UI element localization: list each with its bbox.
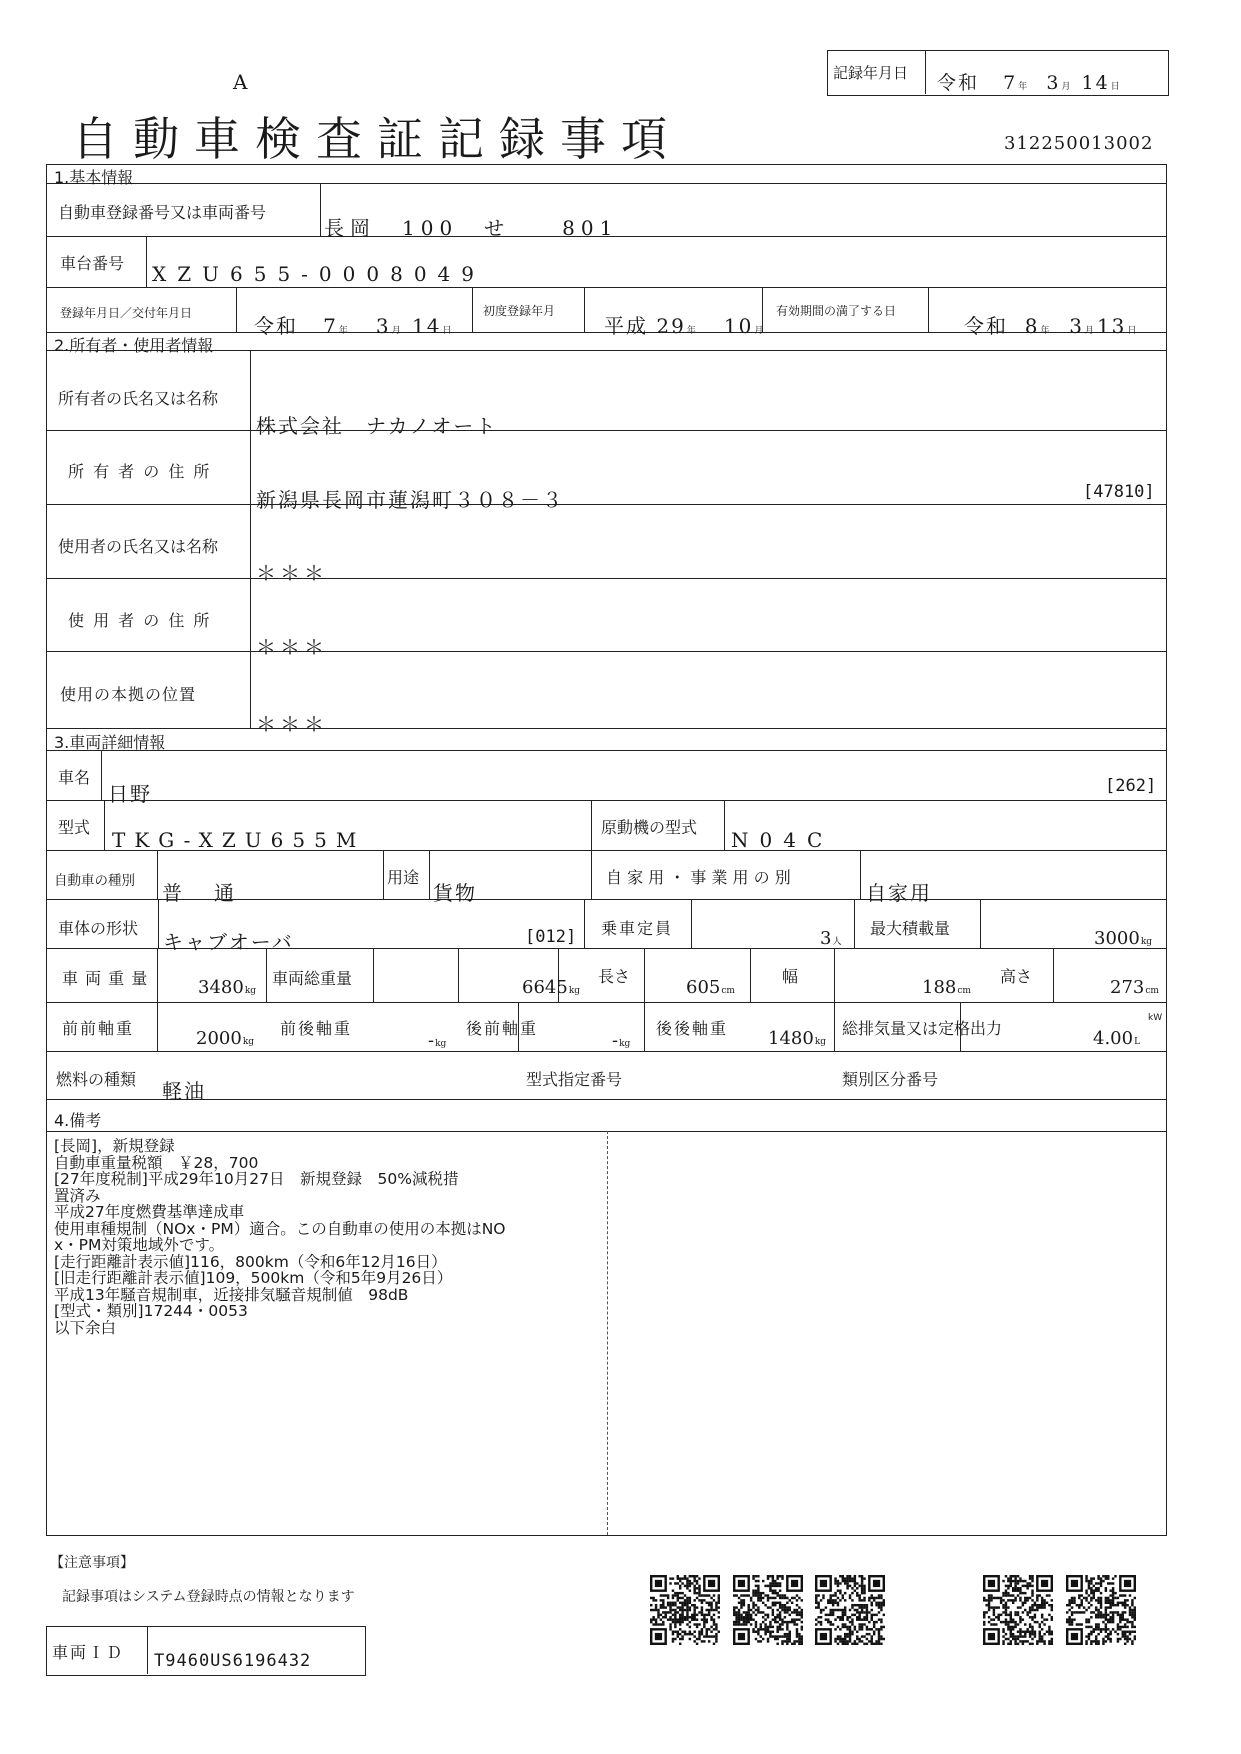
gross-weight-label: 車両総重量 [272,969,353,988]
first-reg-label: 初度登録年月 [483,304,556,318]
usage-label: 用途 [387,868,420,887]
remarks-line: 使用車種規制（NOx・PM）適合。この自動車の使用の本拠はNO [54,1219,506,1238]
width-label: 幅 [782,967,799,986]
rear-rear-axle-value: 1480kg [768,1028,827,1049]
remarks-line: [旧走行距離計表示値]109，500km（令和5年9月26日） [54,1269,453,1287]
model-value: TKG-XZU655M [112,828,366,852]
engine-model-value: N04C [731,828,834,852]
remarks-line: 自動車重量税額 ￥28，700 [54,1153,259,1172]
remarks-line: [長岡]，新規登録 [54,1137,175,1155]
remarks-line: 平成27年度燃費基準達成車 [54,1203,245,1221]
base-location-label: 使用の本拠の位置 [60,685,197,704]
front-rear-axle-label: 前後軸重 [280,1019,353,1038]
vehicle-kind-label: 自動車の種別 [54,873,135,889]
remarks-line: [27年度税制]平成29年10月27日 新規登録 50%減税措 [54,1170,459,1188]
record-date-value: 令和 7年 3月 14日 [937,72,1120,94]
chassis-number-label: 車台番号 [60,254,125,273]
height-value: 273cm [1110,977,1159,998]
owner-address-code: [47810] [1083,482,1155,502]
remarks-line: [型式・類別]17244・0053 [54,1302,248,1320]
car-name-label: 車名 [58,768,91,787]
rear-front-axle-value: -kg [612,1030,631,1051]
document-number: 312250013002 [1004,133,1154,154]
reg-date-value: 令和 7年 3月 14日 [254,314,452,338]
qr-code-4 [983,1575,1053,1645]
reg-date-label: 登録年月日／交付年月日 [60,306,193,320]
length-value: 605cm [686,977,735,998]
car-name-value: 日野 [108,782,152,806]
remarks-list [54,1138,604,1336]
user-name-value: ＊＊＊ [256,561,328,585]
user-name-label: 使用者の氏名又は名称 [58,537,219,556]
car-name-code: [262] [1105,776,1157,796]
displacement-unit-kw: kW [1148,1013,1163,1023]
section-basic-title: 1.基本情報 [54,168,134,187]
owner-name-value: 株式会社 ナカノオート [256,414,498,438]
engine-model-label: 原動機の型式 [601,818,698,837]
remarks-line: [走行距離計表示値]116，800km（令和6年12月16日） [54,1252,447,1271]
class-number-label: 類別区分番号 [842,1070,939,1089]
notice-text: 記録事項はシステム登録時点の情報となります [62,1589,355,1605]
type-cert-label: 型式指定番号 [526,1070,623,1089]
user-address-value: ＊＊＊ [256,635,328,659]
max-load-value: 3000kg [1094,928,1153,949]
height-label: 高さ [1000,967,1033,986]
body-shape-value: キャブオーバ [163,930,294,954]
expiry-value: 令和 8年 3月 13日 [964,314,1137,338]
owner-address-value: 新潟県長岡市蓮潟町３０８－３ [256,488,564,512]
front-rear-axle-value: -kg [428,1030,447,1051]
vehicle-kind-value: 普 通 [162,881,240,905]
model-label: 型式 [58,818,91,837]
reg-number-value: 長岡 100 せ 801 [324,216,619,240]
section-owner-title: 2.所有者・使用者情報 [54,336,214,355]
front-front-axle-value: 2000kg [196,1028,255,1049]
gross-weight-value: 6645kg [522,977,581,998]
fuel-type-value: 軽油 [162,1079,206,1103]
qr-code-1 [650,1575,720,1645]
user-address-label: 使 用 者 の 住 所 [68,611,212,630]
remarks-line: 置済み [54,1186,101,1205]
usage-value: 貨物 [433,881,477,905]
capacity-label: 乗車定員 [601,919,674,938]
rear-rear-axle-label: 後後軸重 [656,1019,729,1038]
vehicle-id-label: 車両ＩＤ [52,1643,125,1662]
qr-code-5 [1066,1575,1136,1645]
vehicle-weight-label: 車 両 重 量 [62,969,149,988]
displacement-label: 総排気量又は定格出力 [842,1019,1003,1038]
notice-title: 【注意事項】 [50,1555,134,1571]
remarks-line: x・PM対策地域外です。 [54,1236,225,1254]
section-vehicle-title: 3.車両詳細情報 [54,733,166,752]
qr-code-2 [733,1575,803,1645]
reg-number-label: 自動車登録番号又は車両番号 [58,203,267,222]
chassis-number-value: XZU655-0008049 [152,262,485,286]
front-front-axle-label: 前前軸重 [62,1019,135,1038]
capacity-value: 3人 [820,928,842,949]
displacement-value: 4.00L [1093,1028,1141,1049]
remarks-line: 以下余白 [54,1318,117,1337]
fuel-type-label: 燃料の種類 [56,1070,137,1089]
max-load-label: 最大積載量 [870,919,951,938]
private-business-value: 自家用 [866,881,932,905]
page-title: 自動車検査証記録事項 [72,112,682,166]
owner-name-label: 所有者の氏名又は名称 [58,389,219,408]
vehicle-id-value: T9460US6196432 [154,1651,312,1671]
expiry-label: 有効期間の満了する日 [776,304,897,318]
section-remarks-title: 4.備考 [54,1111,102,1130]
record-date-label: 記録年月日 [833,64,909,82]
remarks-line: 平成13年騒音規制車，近接排気騒音規制値 98dB [54,1285,409,1304]
rear-front-axle-label: 後前軸重 [466,1019,539,1038]
body-shape-label: 車体の形状 [58,919,139,938]
owner-address-label: 所 有 者 の 住 所 [68,462,212,481]
qr-code-3 [815,1575,885,1645]
private-business-label: 自 家 用 ・ 事 業 用 の 別 [606,868,791,887]
header-mark: A [233,70,248,94]
length-label: 長さ [598,967,631,986]
width-value: 188cm [922,977,971,998]
vehicle-weight-value: 3480kg [198,977,257,998]
base-location-value: ＊＊＊ [256,712,328,736]
body-shape-code: [012] [525,927,577,947]
first-reg-value: 平成 29年 10月 [604,314,764,338]
